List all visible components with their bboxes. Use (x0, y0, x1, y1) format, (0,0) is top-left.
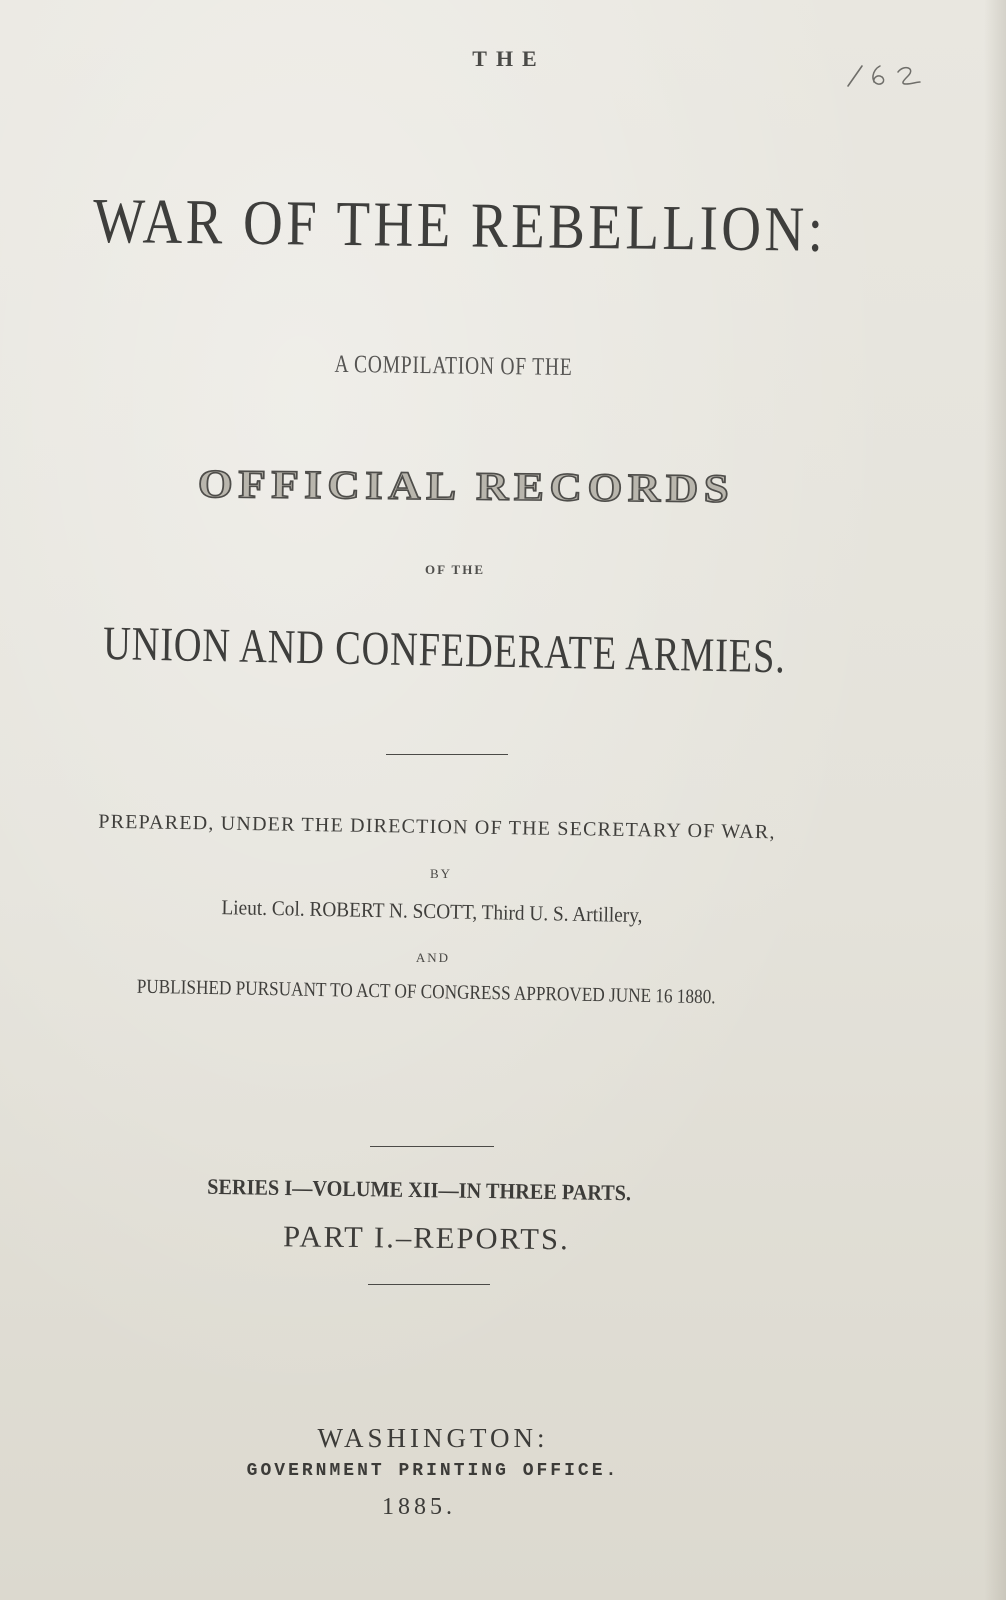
title-article: THE (472, 46, 546, 71)
author-line: Lieut. Col. ROBERT N. SCOTT, Third U. S. Artillery, (221, 895, 643, 928)
imprint-city: WASHINGTON: (317, 1423, 549, 1453)
by-line: BY (429, 866, 453, 881)
prepared-line: PREPARED, UNDER THE DIRECTION OF THE SECRETARY OF WAR, (98, 810, 776, 844)
series-line: SERIES I—VOLUME XII—IN THREE PARTS. (207, 1173, 632, 1206)
main-title: WAR OF THE REBELLION: (92, 184, 827, 265)
subtitle-official-records: OFFICIAL RECORDS (197, 460, 735, 511)
subtitle-armies: UNION AND CONFEDERATE ARMIES. (102, 616, 786, 684)
published-line: PUBLISHED PURSUANT TO ACT OF CONGRESS APPROVED JUNE 16 1880. (136, 975, 716, 1009)
subtitle-compilation: A COMPILATION OF THE (334, 350, 573, 382)
divider-rule-1 (386, 754, 508, 755)
part-line: PART I.–REPORTS. (282, 1220, 570, 1257)
imprint-publisher: GOVERNMENT PRINTING OFFICE. (246, 1461, 620, 1481)
and-line: AND (415, 950, 451, 965)
subtitle-of-the: OF THE (424, 562, 486, 577)
page-edge-shadow (984, 0, 1006, 1600)
divider-rule-3 (368, 1284, 490, 1285)
divider-rule-2 (370, 1146, 494, 1147)
imprint-year: 1885. (382, 1494, 456, 1520)
